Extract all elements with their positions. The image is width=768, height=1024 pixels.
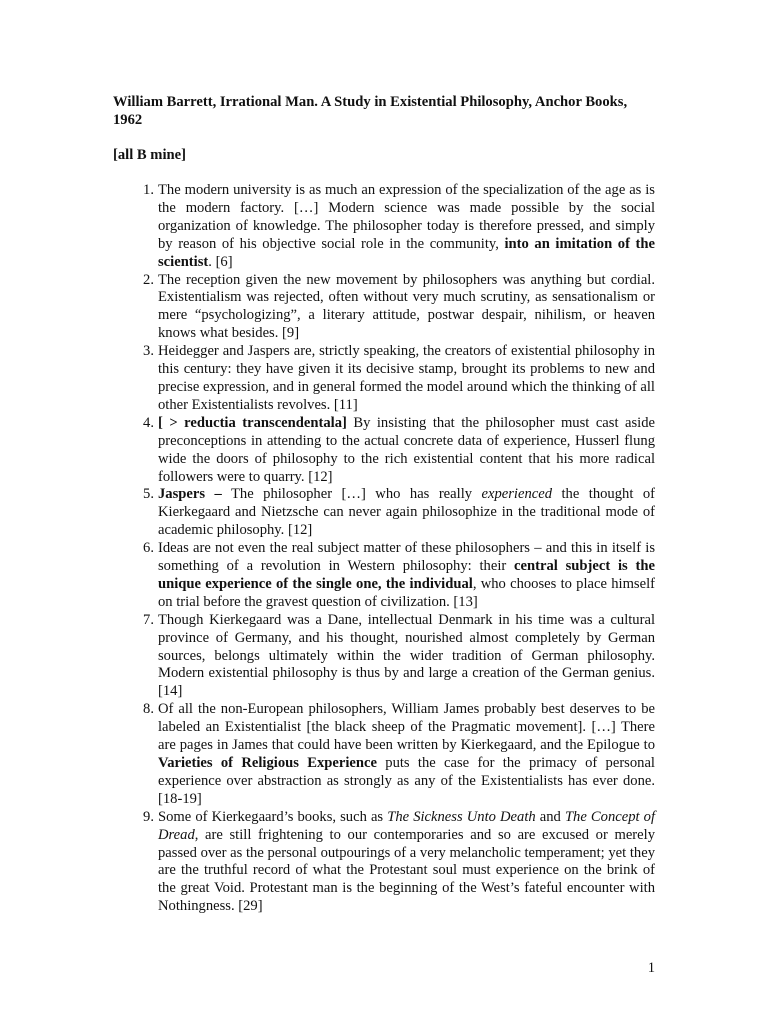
list-item-number: 2.: [143, 271, 154, 288]
item-italic-text: experienced: [481, 486, 553, 503]
list-item: [143, 611, 655, 702]
item-text: Though Kierkegaard was a Dane, intellectual Denmark in his time was a cultural province of Germany, and his thought, nourished almost completely by German sources, belongs ultimately within the wider tradition of German philosophy. Modern existential philosophy is thus by and large a creation of the German genius. [14]: [158, 611, 655, 700]
item-bold-text: central subject is the unique experience of the single one, the individual: [158, 558, 655, 592]
item-bold-text: Varieties of Religious Experience: [158, 755, 377, 771]
item-text: and: [535, 808, 565, 825]
list-item: [143, 701, 655, 808]
item-text: The philosopher […] who has really: [221, 486, 482, 503]
item-text: puts the case for the primacy of personal experience over abstraction as strongly as any of the Existentialists has ever done. [18-19]: [158, 755, 655, 807]
list-item: [143, 414, 655, 487]
item-bold-text: into an imitation of the scientist: [158, 235, 655, 270]
item-text: , are still frightening to our contemporaries and so are excused or merely passed over as the personal outpourings of a very melancholic temperament; yet they are the truthful record of what the Protestant soul must experience on the brink of the great Void. Protestant man is the beginning of the West’s fateful encounter with Nothingness. [29]: [158, 826, 655, 915]
list-item: [143, 808, 655, 916]
list-item-number: 8.: [143, 701, 154, 718]
item-text: The reception given the new movement by philosophers was anything but cordial. Existentialism was rejected, often without very much scrutiny, as sensationalism or mere “psychologizing”, a literary attitude, postwar despair, nihilism, or heaven knows what besides. [9]: [158, 271, 655, 342]
list-item: [143, 486, 655, 540]
document-title: William Barrett, Irrational Man. A Study in Existential Philosophy, Anchor Books, 1962: [113, 94, 628, 128]
item-text: Heidegger and Jaspers are, strictly speaking, the creators of existential philosophy in this century: they have given it its decisive stamp, brought its problems to new and precise expression, and in general formed the model around which the thinking of all other Existentialists revolves. [11]: [158, 343, 655, 413]
item-italic-text: The Sickness Unto Death: [387, 808, 536, 825]
item-text: By insisting that the philosopher must cast aside preconceptions in attending to the actual concrete data of experience, Husserl flung wide the doors of philosophy to the rich existential content that his more radical followers were to quarry. [12]: [158, 414, 655, 485]
item-text: Ideas are not even the real subject matter of these philosophers – and this in itself is something of a revolution in Western philosophy: their: [158, 540, 655, 575]
list-item-number: 5.: [143, 486, 154, 503]
item-italic-text: The Concept of Dread: [158, 808, 655, 843]
list-item-number: 3.: [143, 343, 154, 360]
list-item-number: 9.: [143, 808, 154, 825]
page-number: 1: [647, 960, 655, 976]
item-text: Some of Kierkegaard’s books, such as: [158, 808, 388, 825]
item-text: , who chooses to place himself on trial before the gravest question of civilization. [13]: [158, 575, 655, 610]
list-item-number: 7.: [143, 611, 154, 628]
item-text: . [6]: [208, 253, 233, 270]
list-item-number: 6.: [143, 540, 154, 557]
list-item: [143, 182, 655, 272]
list-item: [143, 540, 655, 612]
item-text: Of all the non-European philosophers, William James probably best deserves to be labeled an Existentialist [the black sheep of the Pragmatic movement]. […] There are pages in James that could have been written by Kierkegaard, and the Epilogue to: [158, 701, 655, 754]
list-item-number: 4.: [143, 414, 154, 431]
quote-list: [143, 182, 655, 916]
editor-note: [all B mine]: [113, 147, 186, 163]
list-item-number: 1.: [143, 182, 154, 198]
list-item: [143, 343, 655, 415]
item-bold-text: [ > reductia transcendentala]: [158, 414, 347, 431]
item-bold-text: Jaspers –: [158, 486, 222, 503]
item-text: The modern university is as much an expression of the specialization of the age as is the modern factory. […] Modern science was made possible by the social organization of knowledge. The philosopher today is therefore pressed, and simply by reason of his objective social role in the community,: [158, 182, 655, 252]
list-item: [143, 271, 655, 344]
item-text: the thought of Kierkegaard and Nietzsche can never again philosophize in the traditional mode of academic philosophy. [12]: [158, 486, 655, 539]
